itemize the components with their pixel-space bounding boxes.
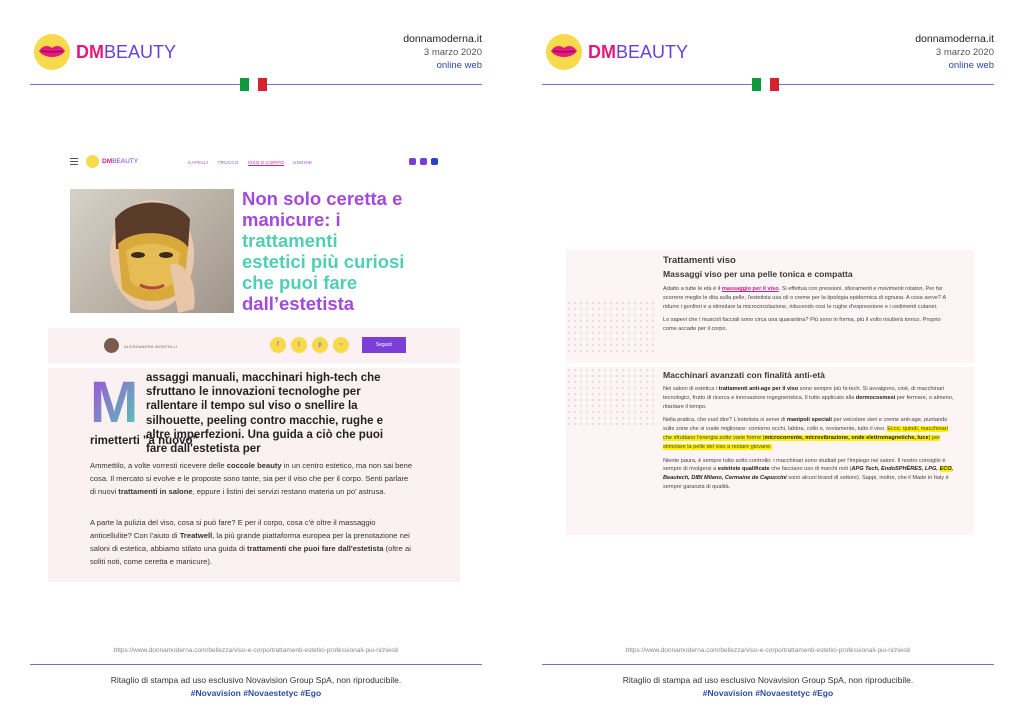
article-headline: [242, 188, 457, 314]
article-clipping: [48, 150, 460, 582]
section-subtitle: Macchinari avanzati con finalità anti-età: [663, 370, 825, 380]
follow-button[interactable]: Seguici: [362, 337, 406, 353]
massaggi-paragraph-1: Adatto a tutte le età è il massaggio per il viso. Si effettua con pressioni, sfioramenti e movimenti rotatori. Per far scorrere meglio le dita sulla pelle, l'estetista usa oli o creme per la tipologia epidermica di ognuna. A cosa serve? A ridurre i gonfiori e a stimolare la microcircolazione, riducendo così le rughe d'espressione e i cedimenti cutanei.: [663, 286, 946, 310]
pinterest-share-icon[interactable]: p: [312, 337, 328, 353]
author-avatar: [104, 338, 119, 353]
copyright-notice: Ritaglio di stampa ad uso esclusivo Novavision Group SpA, non riproducibile.: [110, 675, 402, 685]
highlighted-text: microcorrente, microvibrazione, onde elettromagnetiche, luce: [764, 434, 929, 441]
highlighted-text: Ecco, quindi, macchinari che sfruttano l'energia sotto varie forme (: [663, 426, 948, 441]
headline-line: trattamenti: [242, 230, 338, 251]
italy-flag-icon: [752, 78, 779, 91]
source-url: https://www.donnamoderna.com/bellezza/viso-e-corpo/trattamenti-estetici-professionali-piu-richiesti: [625, 647, 911, 654]
article-body: [48, 368, 460, 582]
lips-icon: [86, 155, 99, 168]
highlighted-text: ) per stimolare la pelle del viso a restare giovane.: [663, 434, 941, 450]
article-lead: assaggi manuali, macchinari high-tech che sfruttano le innovazioni tecnologhe per rallentare il tempo sul viso o snellire la silhouette, peeling contro macchie, rughe e altre imperfezioni. Una guida a ciò che puoi fare dall'estetista per: [146, 372, 384, 456]
publication-channel: online web: [436, 60, 482, 71]
massaggi-paragraph-2: Lo sapevi che i muscoli facciali sono circa una quarantina? Più sono in forma, più il volto risulterà tonico. Proprio come accade per il corpo.: [663, 317, 941, 333]
lips-icon: [34, 34, 70, 70]
more-share-icon[interactable]: ~: [333, 337, 349, 353]
logo-dm-text: DM: [76, 41, 104, 62]
nav-link-viso-e-corpo[interactable]: VISO E CORPO: [247, 160, 285, 165]
headline-line: Non solo ceretta e: [242, 188, 403, 209]
publication-site: donnamoderna.it: [915, 33, 994, 45]
nav-link-capelli[interactable]: CAPELLI: [188, 160, 209, 165]
hashtags: #Novavision #Novaestetyc #Ego: [190, 688, 322, 698]
page-right: [512, 0, 1024, 724]
section-subtitle: Massaggi viso per una pelle tonica e compatta: [663, 269, 853, 279]
hero-image: [70, 189, 234, 313]
massaggio-viso-link[interactable]: massaggio per il viso: [721, 286, 779, 292]
dm-beauty-logo: [546, 34, 688, 70]
dropcap-letter: [90, 376, 140, 426]
macchinari-section: [566, 367, 974, 535]
headline-line: dall’estetista: [242, 293, 355, 314]
youtube-icon[interactable]: [431, 158, 438, 165]
publication-info: [403, 33, 482, 72]
dotted-pattern: [566, 367, 654, 427]
section-title: Trattamenti viso: [663, 255, 736, 266]
logo-dm-text: DM: [588, 41, 616, 62]
lips-icon: [546, 34, 582, 70]
footer-divider: [542, 664, 994, 665]
instagram-icon[interactable]: [409, 158, 416, 165]
svg-text:M: M: [90, 376, 139, 426]
author-name[interactable]: ALESSANDRA MONTELLI: [124, 344, 178, 349]
article-logo-dm: DM: [102, 158, 113, 165]
social-icons: [409, 158, 438, 165]
nav-link-unghie[interactable]: UNGHIE: [293, 160, 313, 165]
facebook-share-icon[interactable]: f: [270, 337, 286, 353]
publication-site: donnamoderna.it: [403, 33, 482, 45]
publication-date: 3 marzo 2020: [935, 47, 994, 58]
facebook-icon[interactable]: [420, 158, 427, 165]
dm-beauty-logo: [34, 34, 176, 70]
hashtags: #Novavision #Novaestetyc #Ego: [702, 688, 834, 698]
italy-flag-icon: [240, 78, 267, 91]
publication-info: [915, 33, 994, 72]
article-logo[interactable]: [86, 155, 138, 168]
article-navbar: [48, 150, 460, 175]
headline-line: estetici più curiosi: [242, 251, 405, 272]
article-lead-end: rimetterti "a nuovo": [90, 435, 199, 447]
massaggi-section: [566, 250, 974, 363]
twitter-share-icon[interactable]: t: [291, 337, 307, 353]
macchinari-paragraph-2: Nella pratica, che vuol dire? L'estetista si serve di manipoli speciali per veicolare sieri e creme anti-age, puntando sulle zone che si vuole migliorare: contorno occhi, labbra, collo e, ovviamente, tutto il viso. Ecco, quindi, macchinari che sfruttano l'energia sotto varie forme (microcorrente, microvibrazione, onde elettromagnetiche, luce) per stimolare la pelle del viso a restare giovane.: [663, 417, 948, 450]
macchinari-paragraph-3: Niente paura, è sempre tutto sotto controllo: i macchinari sono studiati per l'impiego nei saloni. Il nostro consiglio è sempre di rivolgersi a estetiste qualificate che facciano uso di marchi noti (APG Tech, EndoSPHÈRES, LPG, ECO, Beautech, DIBI Milano, Cermaine de Capuccini sono alcuni brand di settore). Sappi, inoltre, che il Made in Italy è sempre garanzia di qualità.: [663, 457, 954, 490]
article-logo-beauty: BEAUTY: [112, 158, 139, 165]
publication-date: 3 marzo 2020: [423, 47, 482, 58]
copyright-notice: Ritaglio di stampa ad uso esclusivo Novavision Group SpA, non riproducibile.: [622, 675, 914, 685]
source-url: https://www.donnamoderna.com/bellezza/viso-e-corpo/trattamenti-estetici-professionali-piu-richiesti: [113, 647, 399, 654]
macchinari-paragraph-1: Nei saloni di estetica i trattamenti anti-age per il viso sono sempre più hi-tech. Si avvalgono, cioè, di macchinari tecnologici, frutto di ricerca e innovazione ingegneristica. Il tutto applicato alla dermocosmesi per fermare, o almeno, ritardare il tempo.: [663, 386, 954, 410]
headline-line: manicure: i: [242, 209, 341, 230]
highlighted-text: ECO: [939, 466, 952, 473]
publication-channel: online web: [948, 60, 994, 71]
article-nav-links: [188, 160, 312, 166]
article-paragraph-2: A parte la pulizia del viso, cosa si può fare? E per il corpo, cosa c'è oltre il massaggio anticellulite? Con l'aiuto di Treatwell, la più grande piattaforma europea per la prenotazione nei saloni di estetica, abbiamo stilato una guida di trattamenti che puoi fare dall'estetista (oltre ai soliti noti, come ceretta e manicure).: [90, 518, 411, 566]
dotted-pattern: [566, 300, 654, 355]
headline-line: che puoi fare: [242, 272, 358, 293]
logo-beauty-text: BEAUTY: [104, 41, 177, 62]
footer-divider: [30, 664, 482, 665]
share-buttons: [270, 337, 349, 353]
hamburger-menu-icon[interactable]: [70, 158, 78, 167]
logo-beauty-text: BEAUTY: [616, 41, 689, 62]
author-bar: [48, 328, 460, 363]
article-paragraph-1: Ammettilo, a volte vorresti ricevere delle coccole beauty in un centro estetico, ma non sai bene cosa. Il mercato si evolve e le proposte sono tante, sia per il viso che per il corpo. Senti parlare di nuovi trattamenti in salone, eppure i listini dei servizi restano materia un po' astrusa.: [90, 461, 413, 496]
nav-link-trucco[interactable]: TRUCCO: [217, 160, 239, 165]
